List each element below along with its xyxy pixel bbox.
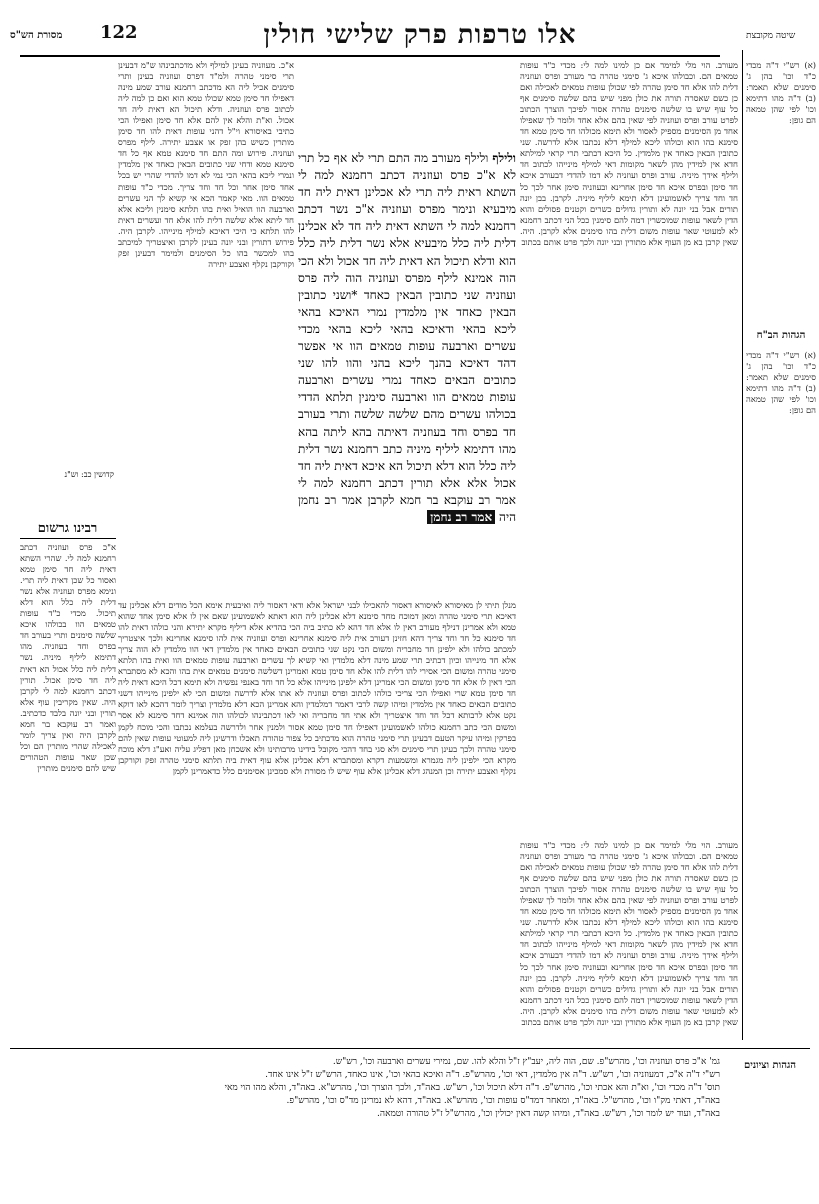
side-right-note-box: (א) רש"י ד"ה מכדי כ"ד וכו' בהן ג' סימנים שלא תאמר: (ב) ד"ה מהו דתימא וכו' לפי שהן טמאה הם גופן: [746, 350, 816, 416]
gloss-line: גמ' א"כ פרס ועוזניה וכו', מהרש"פ. שם, הוה ליה, יעב"ץ ז"ל והלא להו. שם, נמירי עשרים וארבעה וכו', רש"ש. [332, 1057, 720, 1067]
side-left-ref: קדושין כב: וש"נ [64, 470, 114, 479]
gloss-line: תוס' ד"ה מכדי וכו', וא"ת והא אכתי וכו', מהרש"פ. ד"ה דלא תיכול וכו', רש"ש. באה"ד, ולכך הוצרך וכו', מהרש"א. באה"ד, והלא מהו הוי מאי [224, 1083, 720, 1093]
gloss-line: רש"י ד"ה א"כ, דמעוזניה וכו', רש"ש. ד"ה אין מלמדין, דאי וכו', מהרש"פ. ד"ה ואיכא בהאי וכו', אינו כאחד, הרש"ש ז"ל אינו אחד. [265, 1070, 720, 1080]
right-margin-divider [742, 50, 743, 1040]
gemara-main-text [298, 150, 516, 590]
gemara-lead-word: ולילף [492, 151, 516, 165]
gloss-label: הגהות וציונים [743, 1060, 797, 1071]
header-left-label: מסורת הש"ס [10, 30, 63, 41]
page-number: 122 [100, 22, 138, 43]
tosafot-text: א"כ. מעוזניה בעינן למילף ולא מדכתבינהו ש"מ דבעינן תרי סימני טהרה ולמ"ד דפרס ועוזניה בעינן ותרי סימנים אכיל ליה הא מדכתב רחמנא עורב שמע מינה דאפילו חד סימן טמא שכולו טמא הוא ואם כן למה ליה לכתוב פרס ועוזניה. ודלא תיכול הא דאית ליה חד אכול. וא"ת והלא אין להם אלא חד סימן ואפילו הכי כתיבי באיסורא וי"ל דהני עופות דאית להו חד סימן מותרין כשיש בהן זפק או אצבע יתירה. לילף מפרס ועוזניה. פירוש ומה התם חד סימנא טמא אף כל חד סימנא טמא ודחי שני כתובים הבאין כאחד אין מלמדין ונמרי ליכא בהאי הכי נמי לא דמו להדדי שהרי יש בכל אחד סימן אחר וכל חד וחד צריך. מכדי כ"ד עופות טמאים הוו. מאי קאמר הכא אי קשיא לך הני עשרים וארבעה הוו הואיל ואית בהו תלתא סימנין וליכא אלא חד ליתא אלא שלשה דלית להו אלא חד ועשרים דאית להו תלתא כי היכי דאיכא למילף מינייהו. לקרבן היה. פירוש דתורין ובני יונה בעינן לקרבן ואיצטריך למיכתב בהו למכשר בהו כל הסימנים ולמימר דבעינן זפק וקורקבן נקלף ואצבע יתירה [118, 60, 294, 269]
side-right-shita [746, 60, 816, 310]
rashi-text: מעורב. הוי מלי למימר אם כן למינו למה לי: מכדי כ"ד עופות טמאים הם. וכבולהו איכא ג' סימני טהרה בר מעורב ופרס ועוזניה דלית להו אלא חד סימן טהרה לפי שכולן עופות טמאים לאכילה ואם כן כשם שאסרה תורה את כולן מפני שיש בהם שלשה סימנים אף כל עוף שיש בו שלשה סימנים טהרה אסור לפיכך הוצרך הכתוב לפרט עורב ופרס ועוזניה לפי שאין בהם אלא אחד ולומר לך שאפילו אחד מן הסימנים מספיק לאסור ולא תימא מכולהו חד סימן טמא חד סימנא בהו הוא וכולהו ליכא למילף דלא נכתבו אלא לדרשה. שני כתובין הבאין כאחד אין מלמדין. כל היכא דכתבי תרי קראי למילתא חדא אין למידין מהן לשאר מקומות דאי למילף מינייהו לכתוב חד ולילף אידך מיניה. עורב ופרס ועוזניה לא דמו להדדי דבעורב איכא חד סימן ובפרס איכא חד סימן אחרינא ובעוזניה סימן אחר לכך כל חד וחד צריך לאשמועינן דלא תימא ליליף מיניה. לקרבן. בבן יונה תורים אבל בני יונה לא ותורין גדולים כשרים וקטנים פסולים והוא הדין לשאר עופות שמוכשרין דמה להם סימנין ככל הני דכתב רחמנא לא למעוטי שאר עופות משום דלית בהו סימנים אלא לקרבן. היה. שאין קרבן בא מן העוף אלא מתורין ובני יונה ולכך פרט אותם בכתוב [520, 60, 738, 247]
side-left-label: רבינו גרשום [37, 521, 98, 536]
side-left-label-rule [20, 538, 116, 539]
gemara-highlight: אמר רב נחמן [427, 510, 495, 524]
gershom-text: א"כ פרס ועוזניה דכתב רחמנא למה לי. שהרי השתא דאית ליה חד סימן טמא ואסור כל שכן דאית ליה תרי. ונימא מפרס ועוזניה אלא נשר דלית ליה כלל הוא דלא תיכול. מכדי כ"ד עופות טמאים הוו בכולהו איכא שלשה סימנים ותרי בעורב חד בפרס וחד בעוזניה. מהו דתימא ליליף מיניה. נשר דלית ליה כלל אכול הא דאית ליה חד סימן אכול. תורין דכתב רחמנא למה לי לקרבן היה. שאין מקריבין עוף אלא תורין ובני יונה בלבד כדכתיב. ואמר רב עוקבא בר חמא לקרבן היה ואין צריך לומר לאכילה שהרי מותרין הם וכל שכן שאר עופות הטהורים שיש להם סימנים מותרין [20, 542, 116, 773]
tosafot-column [118, 60, 294, 620]
side-right-label: הגהות הב"ח [756, 330, 806, 341]
gloss-line: באה"ד, ועוד יש לומר וכו', רש"ש. באה"ד, ומיהו קשה דאין יכולין וכו', מהרש"ל ז"ל טהורה וטמאה. [377, 1109, 720, 1119]
gloss-line: באה"ד, דאתי מק"ו וכו', מהרש"ל. באה"ד, ומאחר דמד"ס עופות וכו', מהרש"א. באה"ד, דהא לא נמרינן מד"ס וכו', מהרש"פ. [286, 1096, 720, 1106]
side-right-note: (א) רש"י ד"ה מכדי כ"ד וכו' בהן ג' סימנים שלא תאמר: (ב) ד"ה מהו דתימא וכו' לפי שהן טמאה הם גופן: [746, 60, 816, 126]
bottom-commentary-left [118, 600, 516, 1040]
bottom-commentary-text: מנלן תיתי לן מאיסורא לאיסורא דאסור להאכילו לבני ישראל אלא ודאי דאסור ליה ואיבעית אימא הכל מודים דלא אכלינן עד דאיכא תרי סימני טהרה ומאן דמוכח מחד סימנא דלא אכלינן ליה הוא דאתא לאשמועינן שאם אין לו אלא סימן אחד שהוא טמא ולא אמרינן דנילף מעורב דאין לו אלא חד דהא לא כתיב ביה הכי בהדיא אלא דיליף מקרא יתירא והני כולהו דאית להו חד סימנא כל חד וחד צריך דהא חזינן דעורב אית ליה סימנא אחרינא ופרס ועוזניה אית להו סימנא אחרינא ולכך איצטריך למכתב כולהו ולא ילפינן חד מחבריה ומשום הכי נקט שני כתובים הבאים כאחד אין מלמדין דאי הוו מלמדין לא הוה צריך אלא חד מינייהו וכיון דכתיב תרי שמע מינה דלא מלמדין ואי קשיא לך עשרים וארבעה עופות טמאים הוו ואית בהו תלתא סימני טהרה ומשום הכי אסירי להו דלית להו אלא חד סימן טמא ואמרינן דשלשה סימנים טמאים אית בהו והכא לא מסתברא הכי דאין לו אלא חד סימן ומשום הכי אמרינן דלא ילפינן מינייהו אלא כל חד וחד באנפי נפשיה ולא תימא דכל היכא דאית ליה חד סימן טמא שרי ואפילו הכי צריכי כולהו לכתוב ופרס ועוזניה לא אתו אלא לדרשה ומשום הכי לא ילפינן מינייהו דשני כתובים הבאים כאחד אין מלמדין ומיהו קשה לרבי דאמר דמלמדין והא אמרינן הכא דלא מלמדין וצריך לומר דהכא לאו דוקא נקט אלא לרבותא דכל חד וחד איצטריך ולא אתי חד מחבריה ואי לאו דכתבינהו לכולהו הוה אמינא דחד סימנא לא אסר ומשום הכי כתב רחמנא כולהו לאשמועינן דאפילו חד סימן טמא אסור ולמנין אחר ולדרשה בעלמא נכתבו והכי מוכח לקמן בפרקין ומיהו עיקר הטעם דבעינן תרי סימני טהרה הוא מדכתיב כל צפור טהורה תאכלו ודרשינן ליה למעוטי עופות שאין להם סימני טהרה ולכך בעינן תרי סימנים ולא סגי בחד דהכי מקובל בידינו מרבותינו ולא אשכחן מאן דפליג עליה ואע"ג דלא מוכח מקרא הכי ילפינן ליה מגמרא ומשמעות דקרא ומסתברא דלא אכלינן אלא עוף דאית ביה תלתא סימני טהרה זפק וקורקבן נקלף ואצבע יתירה וכן המנהג דלא אכלינן אלא עוף שיש לו מסורת ולא סמכינן אסימנים כלל כדאמרינן לקמן [118, 600, 516, 776]
header-rule [20, 55, 720, 57]
gershom-column [20, 542, 116, 1042]
header-right-label: שיטה מקובצת [746, 31, 796, 41]
gloss-text [20, 1056, 720, 1121]
rashi-column [520, 60, 738, 840]
page-title: אלו טרפות פרק שלישי חולין [263, 20, 577, 50]
bottom-commentary-right: מעורב. הוי מלי למימר אם כן למינו למה לי: מכדי כ"ד עופות טמאים הם. וכבולהו איכא ג' סימני טהרה בר מעורב ופרס ועוזניה דלית להו אלא חד סימן טהרה לפי שכולן עופות טמאים לאכילה ואם כן כשם שאסרה תורה את כולן מפני שיש בהם שלשה סימנים אף כל עוף שיש בו שלשה סימנים טהרה אסור לפיכך הוצרך הכתוב לפרט עורב ופרס ועוזניה לפי שאין בהם אלא אחד ולומר לך שאפילו אחד מן הסימנים מספיק לאסור ולא תימא מכולהו חד סימן טמא חד סימנא בהו הוא וכולהו ליכא למילף דלא נכתבו אלא לדרשה. שני כתובין הבאין כאחד אין מלמדין. כל היכא דכתבי תרי קראי למילתא חדא אין למידין מהן לשאר מקומות דאי למילף מינייהו לכתוב חד ולילף אידך מיניה. עורב ופרס ועוזניה לא דמו להדדי דבעורב איכא חד סימן ובפרס איכא חד סימן אחרינא ובעוזניה סימן אחר לכך כל חד וחד צריך לאשמועינן דלא תימא ליליף מיניה. לקרבן. בבן יונה תורים אבל בני יונה לא ותורין גדולים כשרים וקטנים פסולים והוא הדין לשאר עופות שמוכשרין דמה להם סימנין ככל הני דכתב רחמנא לא למעוטי שאר עופות משום דלית בהו סימנים אלא לקרבן. היה. שאין קרבן בא מן העוף אלא מתורין ובני יונה ולכך פרט אותם בכתוב [520, 840, 738, 1027]
gemara-body: ולילף מעורב מה התם תרי לא אף כל תרי לא א"כ פרס ועוזניה דכתב רחמנא למה לי השתא ראית ליה תרי לא אכלינן דאית ליה חד מיבעיא ונימר מפרס ועוזניה א"כ נשר דכתב רחמנא למה לי השתא דאית ליה חד לא אכלינן דלית ליה כלל מיבעיא אלא נשר דלית ליה כלל הוא ודלא תיכול הא דאית ליה חד אכול ולא הכי הוה אמינא לילף מפרס ועוזניה הוה ליה פרס ועוזניה שני כתובין הבאין כאחד *ושני כתובין הבאין כאחד אין מלמדין נמרי האיכא בהאי ליכא בהאי ודאיכא בהאי ליכא בהאי מכדי עשרים וארבעה עופות טמאים הוו אי אפשר דהד דאיכא בהנך ליכא בהני והוו להו שני כתובים הבאים כאחד נמרי עשרים וארבעה עופות טמאים הוו וארבעה סימנין תלתא הדדי בכולהו עשרים מהם שלשה שלשה ותרי בעורב חד בפרס וחד בעוזניה דאיתה בהא ליתה בהא מהו דתימא ליליף מיניה כתב רחמנא נשר דלית ליה כלל הוא דלא תיכול הא איכא דאית ליה חד אכול אלא אלא תורין דכתב רחמנא למה לי אמר רב עוקבא בר חמא לקרבן אמר רב נחמן היה [298, 151, 516, 524]
bottom-gloss-rule [10, 1048, 810, 1049]
